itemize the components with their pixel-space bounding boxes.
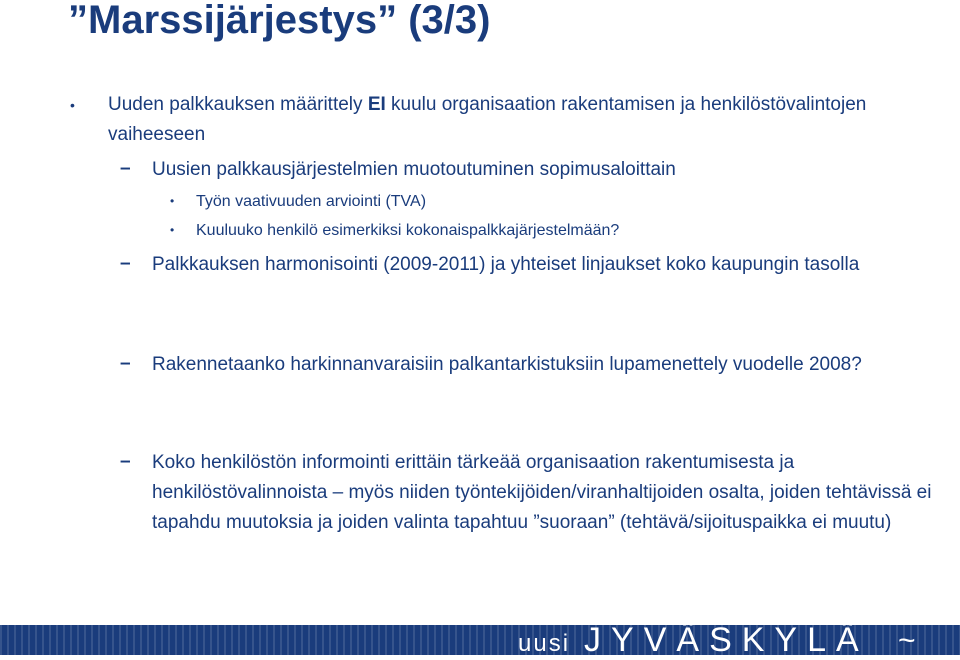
bullet-definition xyxy=(70,90,908,150)
sub-bullet-pay-systems xyxy=(120,155,942,185)
dash-icon: – xyxy=(120,158,131,179)
bullet-text: Rakennetaanko harkinnanvaraisiin palkantarkistuksiin lupamenettely vuodelle 2008? xyxy=(152,354,862,375)
sub-bullet-harmonisation xyxy=(120,250,942,280)
bullet-icon: • xyxy=(70,97,75,113)
wave-icon: ~ xyxy=(898,624,916,657)
bullet-icon: • xyxy=(170,194,175,208)
sub-sub-bullet-total-pay xyxy=(170,216,896,246)
sub-sub-bullet-tva xyxy=(170,187,896,217)
bullet-text: Uuden palkkauksen määrittely xyxy=(108,94,368,115)
bullet-text: kuulu organisaation rakentamisen ja henkilöstövalintojen vaiheeseen xyxy=(108,94,867,145)
sub-bullet-staff-informing xyxy=(120,448,942,538)
bullet-emphasis: EI xyxy=(367,94,386,115)
slide-title: ”Marssijärjestys” (3/3) xyxy=(68,0,491,42)
bullet-text: Koko henkilöstön informointi erittäin tärkeää organisaation rakentumisesta ja henkilöstövalinnoista – myös niiden työntekijöiden/viranhaltijoiden osalta, joiden tehtävissä ei tapahdu muutoksia ja joiden valinta tapahtuu ”suoraan” (tehtävä/sijoituspaikka ei muutu) xyxy=(152,452,932,533)
brand-big-text: JYVÄSKYLÄ xyxy=(584,621,869,659)
bullet-text: Kuuluuko henkilö esimerkiksi kokonaispalkkajärjestelmään? xyxy=(196,222,620,239)
bullet-icon: • xyxy=(170,223,175,237)
brand-logo xyxy=(518,621,869,659)
brand-small-text: uusi xyxy=(518,630,571,657)
dash-icon: – xyxy=(120,451,131,472)
bullet-text: Työn vaativuuden arviointi (TVA) xyxy=(196,193,427,210)
bullet-text: Uusien palkkausjärjestelmien muotoutuminen sopimusaloittain xyxy=(152,159,676,180)
sub-bullet-discretionary-reviews xyxy=(120,350,942,380)
bullet-text: Palkkauksen harmonisointi (2009-2011) ja yhteiset linjaukset koko kaupungin tasolla xyxy=(152,254,860,275)
dash-icon: – xyxy=(120,253,131,274)
dash-icon: – xyxy=(120,353,131,374)
